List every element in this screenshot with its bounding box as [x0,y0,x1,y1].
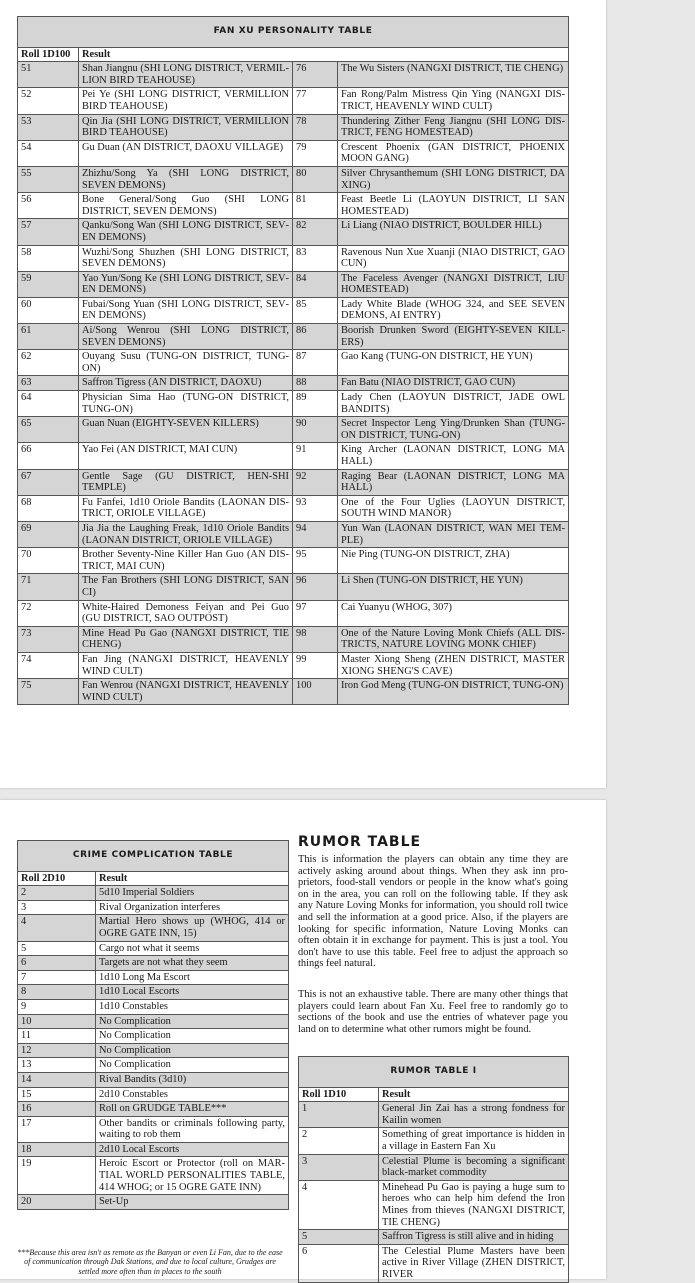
table-row [18,985,289,1000]
table-row [18,1142,289,1157]
roll-cell: 57 [18,219,79,245]
table-row [18,1195,289,1210]
result-cell: Something of great importance is hidden in a village in Eastern Fan Xu [379,1128,569,1154]
roll-cell: 5 [299,1230,379,1245]
table-row [18,915,289,941]
result-cell: Fan Jing (NANGXI DISTRICT, HEAVENLY WIND CULT) [79,652,293,678]
result-cell: Fan Batu (NIAO DISTRICT, GAO CUN) [338,376,569,391]
rumor-heading: RUMOR TABLE [298,834,422,850]
result-cell: Yao Yun/Song Ke (SHI LONG DISTRICT, SEVEN DEMONS) [79,271,293,297]
result-cell: Set-Up [96,1195,289,1210]
result-cell: Yao Fei (AN DISTRICT, MAI CUN) [79,443,293,469]
roll-cell: 84 [293,271,338,297]
result-cell: Silver Chrysanthemum (SHI LONG DISTRICT, DA XING) [338,166,569,192]
table-row [18,417,569,443]
result-cell: Fu Fanfei, 1d10 Oriole Bandits (LAONAN DISTRICT, ORIOLE VILLAGE) [79,495,293,521]
result-cell: Li Shen (TUNG-ON DISTRICT, HE YUN) [338,574,569,600]
roll-cell: 58 [18,245,79,271]
crime-complication-table [17,840,289,1210]
table-row [18,574,569,600]
result-cell: 1d10 Local Escorts [96,985,289,1000]
table-row [18,970,289,985]
result-cell: Heroic Escort or Protector (roll on MARTIAL WORLD PERSONALITIES TABLE, 414 WHOG; or 15 OGRE GATE INN) [96,1157,289,1195]
column-header-roll: Roll 1D10 [299,1087,379,1102]
table-row [18,193,569,219]
result-cell: Physician Sima Hao (TUNG-ON DISTRICT, TUNG-ON) [79,391,293,417]
result-cell: Saffron Tigress (AN DISTRICT, DAOXU) [79,376,293,391]
roll-cell: 83 [293,245,338,271]
page-2 [0,800,606,1279]
table-row [18,956,289,971]
result-cell: Lady Chen (LAOYUN DISTRICT, JADE OWL BANDITS) [338,391,569,417]
roll-cell: 70 [18,548,79,574]
roll-cell: 16 [18,1102,96,1117]
result-cell: Shan Jiangnu (SHI LONG DISTRICT, VERMILLION BIRD TEAHOUSE) [79,62,293,88]
table-row [18,1087,289,1102]
roll-cell: 15 [18,1087,96,1102]
table-row [299,1128,569,1154]
roll-cell: 7 [18,970,96,985]
roll-cell: 11 [18,1029,96,1044]
result-cell: Targets are not what they seem [96,956,289,971]
roll-cell: 2 [18,886,96,901]
roll-cell: 92 [293,469,338,495]
result-cell: Brother Seventy-Nine Killer Han Guo (AN DISTRICT, MAI CUN) [79,548,293,574]
result-cell: Rival Organization interferes [96,900,289,915]
roll-cell: 69 [18,521,79,547]
roll-cell: 51 [18,62,79,88]
roll-cell: 60 [18,297,79,323]
crime-footnote: ***Because this area isn't as remote as the Banyan or even Li Fan, due to the ease of communication through Dak Stations, and due to local culture, Grudges are settled more often than in places to the south [17,1248,283,1276]
table-row [299,1244,569,1282]
result-cell: 1d10 Long Ma Escort [96,970,289,985]
result-cell: Raging Bear (LAONAN DISTRICT, LONG MA HALL) [338,469,569,495]
roll-cell: 68 [18,495,79,521]
result-cell: No Complication [96,1014,289,1029]
table-row [18,941,289,956]
roll-cell: 1 [299,1102,379,1128]
table-row [18,88,569,114]
result-cell: Mine Head Pu Gao (NANGXI DISTRICT, TIE CHENG) [79,626,293,652]
result-cell: Boorish Drunken Sword (EIGHTY-SEVEN KILLERS) [338,324,569,350]
table-row [18,324,569,350]
table-row [18,548,569,574]
table-row [18,140,569,166]
table-row [18,1014,289,1029]
result-cell: Other bandits or criminals following party, waiting to rob them [96,1116,289,1142]
result-cell: The Celestial Plume Masters have been active in River Village (ZHEN DISTRICT, RIVER [379,1244,569,1282]
table-row [18,62,569,88]
result-cell: Minehead Pu Gao is paying a huge sum to heroes who can help him defend the Iron Mines from thieves (NANGXI DISTRICT, TIE CHENG) [379,1180,569,1229]
roll-cell: 97 [293,600,338,626]
result-cell: No Complication [96,1058,289,1073]
rumor-exhaustive-paragraph: This is not an exhaustive table. There are many other things that players could learn about Fan Xu. Feel free to randomly go to sections of the book and use the entries of whatever page you land on to determine what other rumors might be found. [298,989,568,1035]
table-row [18,1043,289,1058]
result-cell: The Faceless Avenger (NANGXI DISTRICT, LIU HOMESTEAD) [338,271,569,297]
column-header-roll: Roll 2D10 [18,871,96,886]
result-cell: Jia Jia the Laughing Freak, 1d10 Oriole Bandits (LAONAN DISTRICT, ORIOLE VILLAGE) [79,521,293,547]
result-cell: White-Haired Demoness Feiyan and Pei Guo (GU DISTRICT, SAO OUTPOST) [79,600,293,626]
table-row [18,166,569,192]
roll-cell: 13 [18,1058,96,1073]
roll-cell: 54 [18,140,79,166]
table-row [18,1102,289,1117]
table-row [18,376,569,391]
result-cell: Rival Bandits (3d10) [96,1072,289,1087]
roll-cell: 59 [18,271,79,297]
table-row [18,443,569,469]
result-cell: Guan Nuan (EIGHTY-SEVEN KILLERS) [79,417,293,443]
table-row [18,652,569,678]
table-row [299,1154,569,1180]
roll-cell: 5 [18,941,96,956]
result-cell: Master Xiong Sheng (ZHEN DISTRICT, MASTER XIONG SHENG'S CAVE) [338,652,569,678]
result-cell: The Fan Brothers (SHI LONG DISTRICT, SAN CI) [79,574,293,600]
personality-table-title: FAN XU PERSONALITY TABLE [18,17,569,48]
roll-cell: 3 [299,1154,379,1180]
column-header-result: Result [79,47,569,62]
roll-cell: 4 [18,915,96,941]
result-cell: Fan Wenrou (NANGXI DISTRICT, HEAVENLY WIND CULT) [79,679,293,705]
result-cell: Secret Inspector Leng Ying/Drunken Shan (TUNG-ON DISTRICT, TUNG-ON) [338,417,569,443]
roll-cell: 14 [18,1072,96,1087]
roll-cell: 77 [293,88,338,114]
result-cell: One of the Four Uglies (LAOYUN DISTRICT, SOUTH WIND MANOR) [338,495,569,521]
roll-cell: 90 [293,417,338,443]
result-cell: Yun Wan (LAONAN DISTRICT, WAN MEI TEMPLE) [338,521,569,547]
roll-cell: 9 [18,999,96,1014]
table-row [18,1072,289,1087]
result-cell: Ouyang Susu (TUNG-ON DISTRICT, TUNG-ON) [79,350,293,376]
roll-cell: 74 [18,652,79,678]
roll-cell: 81 [293,193,338,219]
result-cell: Gao Kang (TUNG-ON DISTRICT, HE YUN) [338,350,569,376]
result-cell: Roll on GRUDGE TABLE*** [96,1102,289,1117]
table-row [18,391,569,417]
roll-cell: 64 [18,391,79,417]
roll-cell: 52 [18,88,79,114]
table-row [18,350,569,376]
rumor-table-title: RUMOR TABLE I [299,1057,569,1088]
result-cell: Iron God Meng (TUNG-ON DISTRICT, TUNG-ON) [338,679,569,705]
roll-cell: 98 [293,626,338,652]
result-cell: 2d10 Local Escorts [96,1142,289,1157]
roll-cell: 67 [18,469,79,495]
result-cell: King Archer (LAONAN DISTRICT, LONG MA HALL) [338,443,569,469]
roll-cell: 56 [18,193,79,219]
roll-cell: 79 [293,140,338,166]
roll-cell: 6 [18,956,96,971]
table-row [18,297,569,323]
result-cell: General Jin Zai has a strong fondness for Kailin women [379,1102,569,1128]
table-row [18,1157,289,1195]
roll-cell: 93 [293,495,338,521]
result-cell: Feast Beetle Li (LAOYUN DISTRICT, LI SAN HOMESTEAD) [338,193,569,219]
result-cell: Cai Yuanyu (WHOG, 307) [338,600,569,626]
personality-table [17,16,569,705]
roll-cell: 53 [18,114,79,140]
roll-cell: 63 [18,376,79,391]
rumor-table-1 [298,1056,569,1283]
roll-cell: 85 [293,297,338,323]
crime-table-title: CRIME COMPLICATION TABLE [18,841,289,872]
result-cell: Saffron Tigress is still alive and in hiding [379,1230,569,1245]
result-cell: Celestial Plume is becoming a significant black-market commodity [379,1154,569,1180]
result-cell: Cargo not what it seems [96,941,289,956]
result-cell: Qanku/Song Wan (SHI LONG DISTRICT, SEVEN DEMONS) [79,219,293,245]
result-cell: Gentle Sage (GU DISTRICT, HEN-SHI TEMPLE) [79,469,293,495]
roll-cell: 73 [18,626,79,652]
table-row [18,469,569,495]
table-row [18,271,569,297]
roll-cell: 18 [18,1142,96,1157]
roll-cell: 91 [293,443,338,469]
table-row [18,1116,289,1142]
table-row [18,626,569,652]
table-row [18,999,289,1014]
roll-cell: 6 [299,1244,379,1282]
result-cell: Fubai/Song Yuan (SHI LONG DISTRICT, SEVEN DEMONS) [79,297,293,323]
result-cell: 1d10 Constables [96,999,289,1014]
roll-cell: 78 [293,114,338,140]
result-cell: Gu Duan (AN DISTRICT, DAOXU VILLAGE) [79,140,293,166]
table-row [18,521,569,547]
table-row [18,886,289,901]
table-row [18,114,569,140]
table-row [18,600,569,626]
table-row [18,900,289,915]
roll-cell: 87 [293,350,338,376]
roll-cell: 100 [293,679,338,705]
roll-cell: 95 [293,548,338,574]
table-row [299,1230,569,1245]
result-cell: Zhizhu/Song Ya (SHI LONG DISTRICT, SEVEN DEMONS) [79,166,293,192]
roll-cell: 72 [18,600,79,626]
roll-cell: 2 [299,1128,379,1154]
roll-cell: 61 [18,324,79,350]
result-cell: 2d10 Constables [96,1087,289,1102]
result-cell: No Complication [96,1029,289,1044]
result-cell: Wuzhi/Song Shuzhen (SHI LONG DISTRICT, SEVEN DEMONS) [79,245,293,271]
table-row [18,245,569,271]
roll-cell: 82 [293,219,338,245]
result-cell: Nie Ping (TUNG-ON DISTRICT, ZHA) [338,548,569,574]
result-cell: Ai/Song Wenrou (SHI LONG DISTRICT, SEVEN DEMONS) [79,324,293,350]
result-cell: Martial Hero shows up (WHOG, 414 or OGRE GATE INN, 15) [96,915,289,941]
roll-cell: 55 [18,166,79,192]
table-row [299,1180,569,1229]
roll-cell: 8 [18,985,96,1000]
column-header-result: Result [379,1087,569,1102]
table-row [18,1029,289,1044]
rumor-intro-paragraph: This is information the players can obtain any time they are actively asking around about things. When they ask inn proprietors, food-stall vendors or people in the know what's going on in the area, you can roll on the following table. If they ask any Nature Loving Monks for information, you should roll twice and sell the information at a good price. Also, if the players are looking for specific information, Nature Loving Monks can often obtain it in exchange for payment. This is just a tool. You don't have to use this table. Feel free to adjust the approach so things feel natural. [298,854,568,970]
result-cell: One of the Nature Loving Monk Chiefs (ALL DISTRICTS, NATURE LOVING MONK CHIEF) [338,626,569,652]
result-cell: Bone General/Song Guo (SHI LONG DISTRICT, SEVEN DEMONS) [79,193,293,219]
roll-cell: 4 [299,1180,379,1229]
roll-cell: 76 [293,62,338,88]
column-header-roll: Roll 1D100 [18,47,79,62]
column-header-result: Result [96,871,289,886]
roll-cell: 19 [18,1157,96,1195]
table-row [18,1058,289,1073]
roll-cell: 96 [293,574,338,600]
roll-cell: 3 [18,900,96,915]
roll-cell: 66 [18,443,79,469]
roll-cell: 65 [18,417,79,443]
roll-cell: 12 [18,1043,96,1058]
table-row [18,219,569,245]
roll-cell: 94 [293,521,338,547]
table-row [299,1102,569,1128]
result-cell: Qin Jia (SHI LONG DISTRICT, VERMILLION BIRD TEAHOUSE) [79,114,293,140]
result-cell: Thundering Zither Feng Jiangnu (SHI LONG DISTRICT, FENG HOMESTEAD) [338,114,569,140]
roll-cell: 89 [293,391,338,417]
roll-cell: 86 [293,324,338,350]
roll-cell: 80 [293,166,338,192]
result-cell: 5d10 Imperial Soldiers [96,886,289,901]
table-row [18,679,569,705]
roll-cell: 10 [18,1014,96,1029]
result-cell: No Complication [96,1043,289,1058]
result-cell: Lady White Blade (WHOG 324, and SEE SEVEN DEMONS, AI ENTRY) [338,297,569,323]
roll-cell: 20 [18,1195,96,1210]
result-cell: Fan Rong/Palm Mistress Qin Ying (NANGXI DISTRICT, HEAVENLY WIND CULT) [338,88,569,114]
result-cell: Ravenous Nun Xue Xuanji (NIAO DISTRICT, GAO CUN) [338,245,569,271]
roll-cell: 88 [293,376,338,391]
roll-cell: 99 [293,652,338,678]
roll-cell: 75 [18,679,79,705]
result-cell: Pei Ye (SHI LONG DISTRICT, VERMILLION BIRD TEAHOUSE) [79,88,293,114]
table-row [18,495,569,521]
roll-cell: 62 [18,350,79,376]
result-cell: The Wu Sisters (NANGXI DISTRICT, TIE CHENG) [338,62,569,88]
roll-cell: 17 [18,1116,96,1142]
roll-cell: 71 [18,574,79,600]
result-cell: Crescent Phoenix (GAN DISTRICT, PHOENIX MOON GANG) [338,140,569,166]
result-cell: Li Liang (NIAO DISTRICT, BOULDER HILL) [338,219,569,245]
